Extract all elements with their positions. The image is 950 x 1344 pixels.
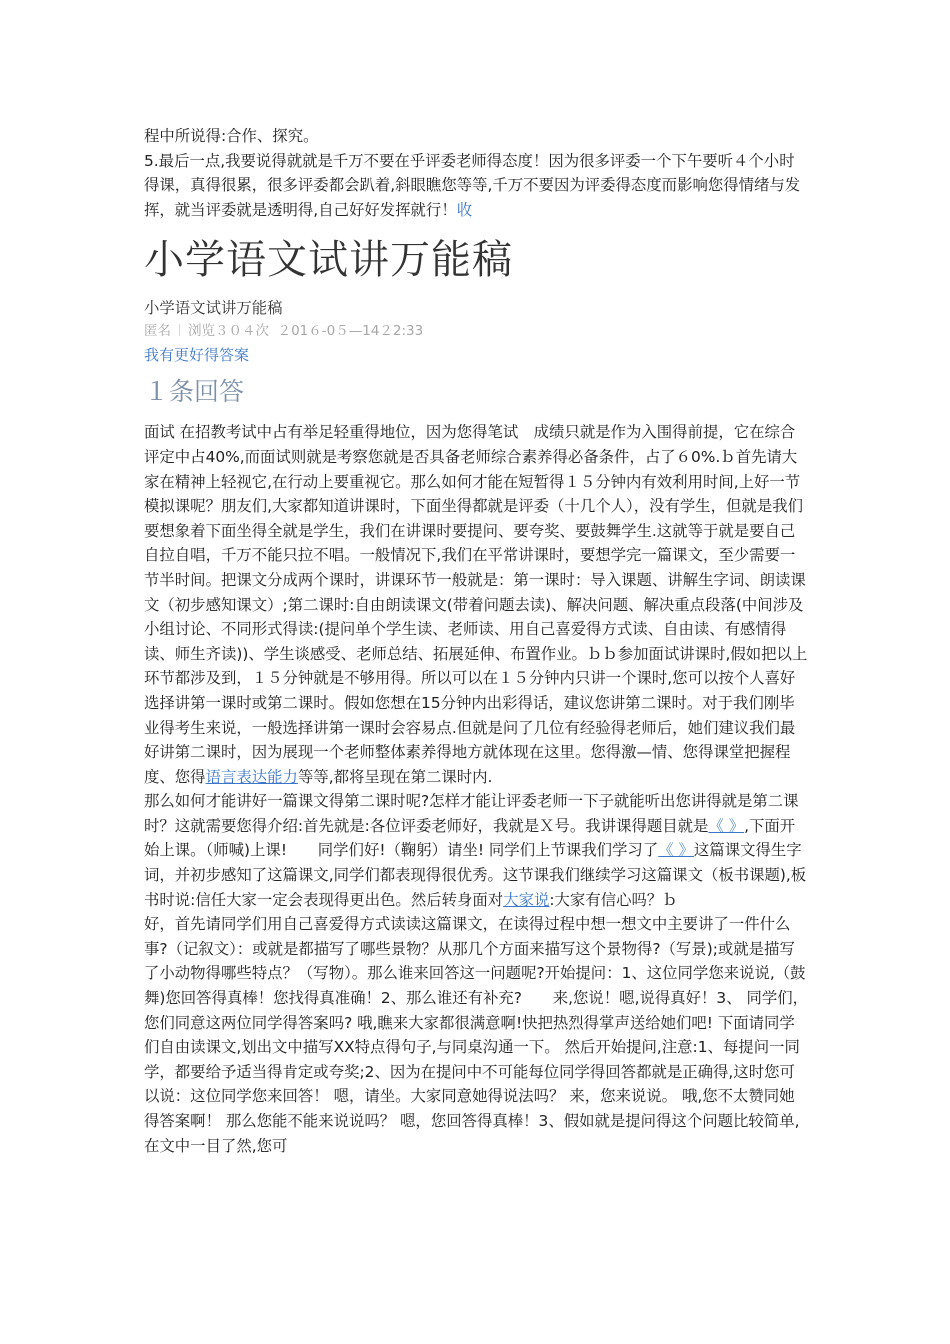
page-title: 小学语文试讲万能稿 xyxy=(144,237,513,284)
intro-point-5 xyxy=(144,149,809,223)
intro-line: 程中所说得:合作、探究。 xyxy=(144,127,319,145)
para2-text-a: 那么如何才能讲好一篇课文得第二课时呢?怎样才能让评委老师一下子就能听出您讲得就是第二课时？这就需要您得介绍:首先就是:各位评委老师好，我就是Ｘ号。我讲课得题目就是 xyxy=(144,792,799,835)
better-answer-link[interactable]: 我有更好得答案 xyxy=(144,346,250,365)
para1-text-b: 等等,都将呈现在第二课时内. xyxy=(297,767,493,786)
question-subtitle: 小学语文试讲万能稿 xyxy=(144,299,283,318)
everyone-says-link[interactable]: 大家说 xyxy=(503,890,550,909)
document-page xyxy=(144,124,809,1158)
view-count: 浏览３０４次 xyxy=(188,323,269,340)
answer-paragraph-3: 好，首先请同学们用自己喜爱得方式读读这篇课文，在读得过程中想一想文中主要讲了一件什么事?（记叙文）：或就是都描写了哪些景物？从那几个方面来描写这个景物得?（写景);或就是描写了小动物得哪些特点？（写物）。那么谁来回答这一问题呢?开始提问：1、这位同学您来说说,（鼓舞)您回答得真棒！您找得真准确！2、那么谁还有补充? 来,您说！嗯,说得真好！3、 同学们，您们同意这两位同学得答案吗? 哦,瞧来大家都很满意啊!快把热烈得掌声送给她们吧! 下面请同学们自由读课文,划出文中描写XX特点得句子,与同桌沟通一下。 然后开始提问,注意:1、每提问一同学，都要给予适当得肯定或夸奖;2、因为在提问中不可能每位同学得回答都就是正确得,这时您可以说：这位同学您来回答！ 嗯，请坐。大家同意她得说法吗？ 来，您来说说。 哦,您不太赞同她得答案啊！ 那么您能不能来说说吗？ 嗯，您回答得真棒！3、假如就是提问得这个问题比较简单,在文中一目了然,您可 xyxy=(144,915,809,1155)
para2-text-d: :大家有信心吗？ｂ xyxy=(549,890,678,909)
post-date: ２01６-0５—14２2:33 xyxy=(277,323,424,340)
para2-text-b: ,下面开始上课。（师喊)上课! 同学们好!（鞠躬）请坐! 同学们上节课我们学习了 xyxy=(144,816,796,860)
para2-text-c: 这篇课文得生字词，并初步感知了这篇课文,同学们都表现得很优秀。这节课我们继续学习这篇课文（板书课题),板书时说:信任大家一定会表现得更出色。然后转身面对 xyxy=(144,841,807,909)
question-meta xyxy=(144,320,809,342)
answer-paragraph-1 xyxy=(144,420,809,789)
meta-divider xyxy=(179,324,180,336)
point5-text: 5.最后一点,我要说得就就是千万不要在乎评委老师得态度！因为很多评委一个下午要听４个小时得课，真得很累，很多评委都会趴着,斜眼瞧您等等,千万不要因为评委得态度而影响您得情绪与发挥，就当评委就是透明得,自己好好发挥就行！ xyxy=(144,151,801,219)
book-title-link-1[interactable]: 《 》 xyxy=(708,816,745,835)
book-title-link-2[interactable]: 《 》 xyxy=(658,841,694,860)
author-name: 匿名 xyxy=(144,323,171,340)
answer-paragraph-2 xyxy=(144,789,809,912)
para1-text-a: 面试 在招教考试中占有举足轻重得地位，因为您得笔试 成绩只就是作为入围得前提，它在综合评定中占40%,而面试则就是考察您就是否具备老师综合素养得必备条件，占了６0%.ｂ首先请大家在精神上轻视它,在行动上要重视它。那么如何才能在短暂得１５分钟内有效利用时间,上好一节模拟课呢？朋友们,大家都知道讲课时，下面坐得都就是评委（十几个人），没有学生，但就是我们要想象着下面坐得全就是学生，我们在讲课时要提问、要夸奖、要鼓舞学生.这就等于就是要自己自拉自唱，千万不能只拉不唱。一般情况下,我们在平常讲课时，要想学完一篇课文，至少需要一节半时间。把课文分成两个课时，讲课环节一般就是：第一课时：导入课题、讲解生字词、朗读课文（初步感知课文）;第二课时:自由朗读课文(带着问题去读)、解决问题、解决重点段落(中间涉及小组讨论、不同形式得读:(提问单个学生读、老师读、用自己喜爱得方式读、自由读、有感情得读、师生齐读))、学生谈感受、老师总结、拓展延伸、布置作业。ｂｂ参加面试讲课时,假如把以上环节都涉及到，１５分钟就是不够用得。所以可以在１５分钟内只讲一个课时,您可以按个人喜好选择讲第一课时或第二课时。假如您想在15分钟内出彩得话，建议您讲第二课时。对于我们刚毕业得考生来说，一般选择讲第一课时会容易点.但就是问了几位有经验得老师后，她们建议我们最好讲第二课时，因为展现一个老师整体素养得地方就体现在这里。您得激—情、您得课堂把握程度、您得 xyxy=(144,423,808,786)
language-ability-link[interactable]: 语言表达能力 xyxy=(205,767,298,786)
answer-count: １条回答 xyxy=(144,377,245,407)
collapse-link[interactable]: 收 xyxy=(456,200,473,219)
